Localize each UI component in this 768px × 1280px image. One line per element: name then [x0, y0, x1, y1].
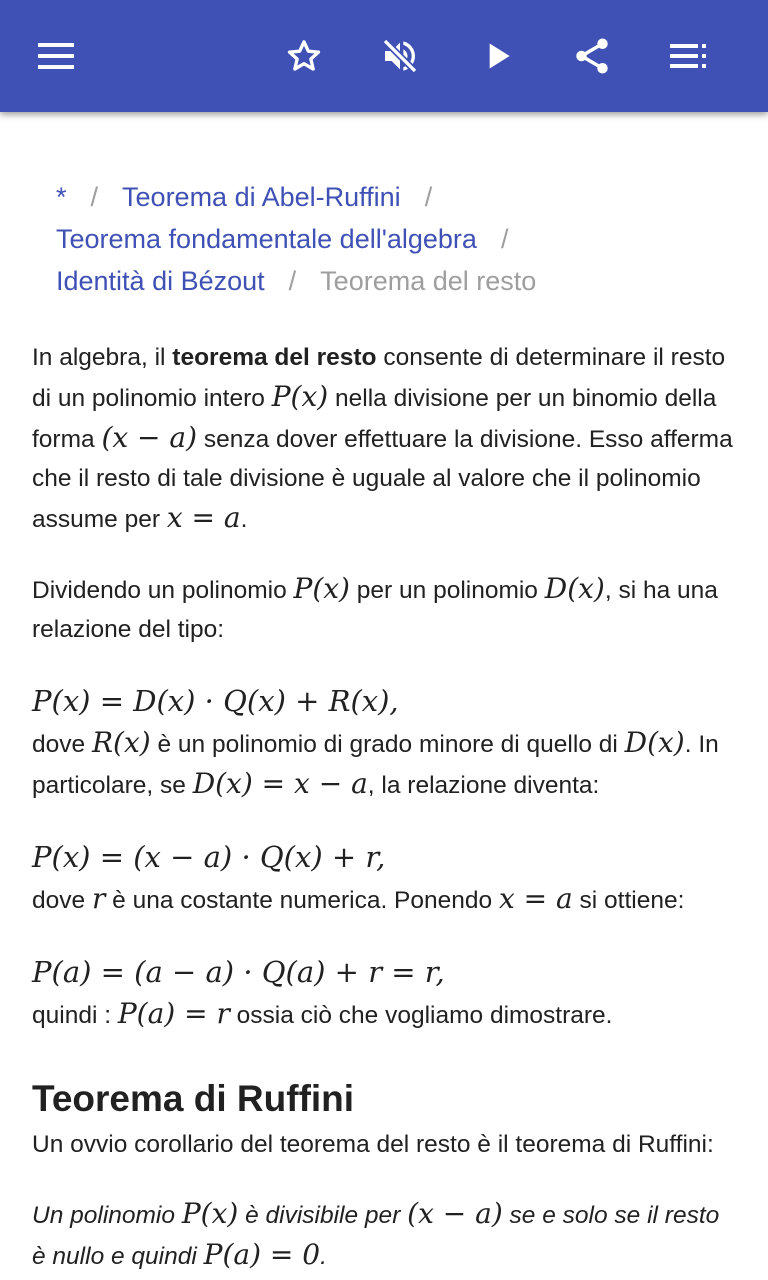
- text: , si ha una relazione del tipo:: [32, 577, 718, 643]
- equation-3: [32, 950, 736, 994]
- volume-mute-icon[interactable]: [372, 28, 428, 84]
- breadcrumb-current: Teorema del resto: [320, 266, 537, 296]
- text: , la relazione diventa:: [367, 772, 600, 799]
- breadcrumb-separator: /: [424, 182, 433, 212]
- text: quindi :: [32, 1002, 118, 1029]
- math-inline: P(x): [271, 380, 329, 413]
- math-inline: D(x): [624, 726, 685, 759]
- breadcrumb-separator: /: [500, 224, 509, 254]
- text: è divisibile per: [238, 1202, 408, 1229]
- math-inline: P(a) = 0: [203, 1238, 321, 1271]
- list-icon[interactable]: [660, 28, 716, 84]
- paragraph-division: [32, 569, 736, 649]
- breadcrumb-link-home[interactable]: *: [56, 182, 67, 212]
- paragraph-conclusion: [32, 994, 736, 1035]
- text: consente di determinare il resto di un polinomio intero: [32, 344, 726, 412]
- math-inline: P(x): [181, 1197, 239, 1230]
- equation-2: [32, 835, 736, 879]
- section-heading: Teorema di Ruffini: [32, 1078, 355, 1119]
- text: si ottiene:: [572, 887, 685, 914]
- article-content: [32, 338, 736, 1276]
- paragraph-corollary: Un ovvio corollario del teorema del resto è il teorema di Ruffini:: [32, 1131, 714, 1158]
- text: senza dover effettuare la divisione. Esso afferma che il resto di tale divisione è uguale al valore che il polinomio assume per: [32, 426, 733, 533]
- star-icon[interactable]: [276, 28, 332, 84]
- app-toolbar: [0, 0, 768, 112]
- math-inline: (x − a): [101, 421, 198, 454]
- text: ossia ciò che vogliamo dimostrare.: [229, 1002, 613, 1029]
- text: Dividendo un polinomio: [32, 577, 294, 604]
- breadcrumb: [56, 176, 746, 302]
- text: dove: [32, 887, 92, 914]
- intro-paragraph: [32, 338, 736, 539]
- equation-text: P(x) = (x − a) · Q(x) + r,: [32, 840, 386, 874]
- menu-icon[interactable]: [28, 28, 84, 84]
- text: è una costante numerica. Ponendo: [105, 887, 499, 914]
- equation-text: P(x) = D(x) · Q(x) + R(x),: [32, 684, 399, 718]
- text: .: [240, 506, 248, 533]
- theorem-statement: [32, 1194, 736, 1276]
- math-inline: r: [91, 882, 106, 915]
- text: se e solo se il resto è nullo e quindi: [32, 1202, 720, 1270]
- play-icon[interactable]: [470, 28, 526, 84]
- math-inline: P(x): [293, 572, 350, 605]
- equation-text: P(a) = (a − a) · Q(a) + r = r,: [32, 955, 445, 989]
- equation-1: [32, 679, 736, 723]
- text: dove: [32, 731, 92, 758]
- text: nella divisione per un binomio della forma: [32, 385, 717, 453]
- share-icon[interactable]: [564, 28, 620, 84]
- math-inline: D(x): [544, 572, 605, 605]
- text: è un polinomio di grado minore di quello di: [150, 731, 625, 758]
- math-inline: x = a: [498, 882, 573, 915]
- paragraph-remainder: [32, 723, 736, 805]
- text: per un polinomio: [349, 577, 545, 604]
- text: .: [320, 1243, 327, 1270]
- math-inline: (x − a): [407, 1197, 503, 1230]
- paragraph-constant: [32, 879, 736, 920]
- breadcrumb-link-teorema-fondamentale[interactable]: Teorema fondamentale dell'algebra: [56, 224, 477, 254]
- breadcrumb-separator: /: [288, 266, 297, 296]
- bold-term: teorema del resto: [172, 344, 377, 371]
- breadcrumb-separator: /: [90, 182, 99, 212]
- breadcrumb-link-bezout[interactable]: Identità di Bézout: [56, 266, 265, 296]
- math-inline: D(x) = x − a: [192, 767, 368, 800]
- math-inline: P(a) = r: [117, 997, 230, 1030]
- math-inline: R(x): [91, 726, 151, 759]
- text: In algebra, il: [32, 344, 173, 371]
- text: Un polinomio: [32, 1202, 182, 1229]
- text: . In particolare, se: [32, 731, 719, 799]
- math-inline: x = a: [166, 501, 241, 534]
- breadcrumb-link-abel-ruffini[interactable]: Teorema di Abel-Ruffini: [122, 182, 401, 212]
